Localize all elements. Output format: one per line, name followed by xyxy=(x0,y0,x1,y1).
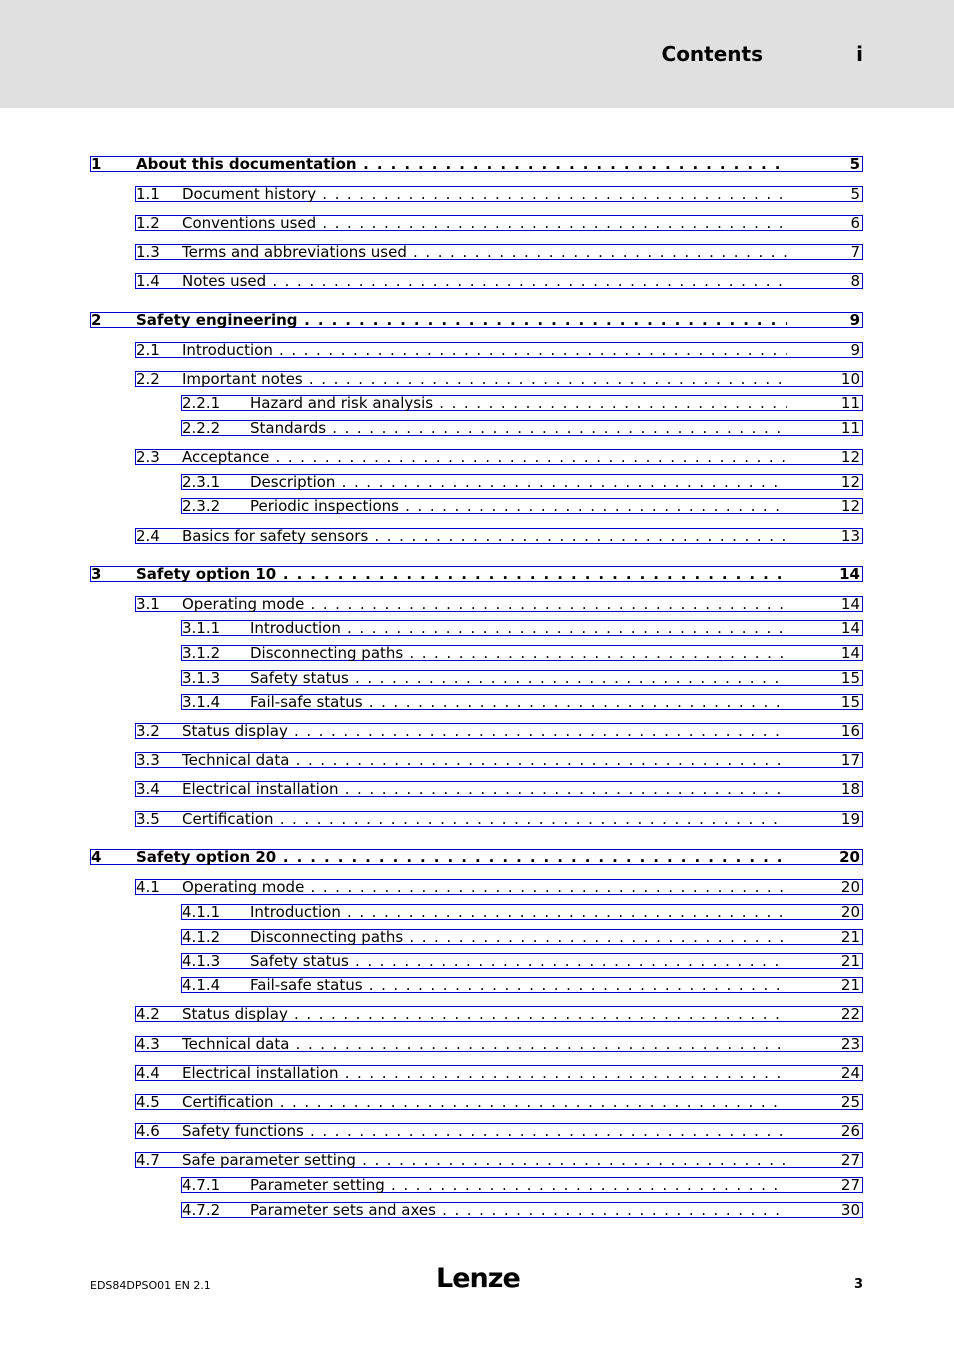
toc-entry-page: 11 xyxy=(840,394,860,412)
toc-entry-title: Safety option 20 . . . xyxy=(136,850,787,866)
toc-entry[interactable] xyxy=(181,420,863,436)
toc-entry-page: 21 xyxy=(840,928,860,946)
toc-entry-number: 4.1 xyxy=(136,878,160,896)
toc-entry[interactable] xyxy=(181,670,863,686)
toc-entry-title: Basics for safety sensors . . . xyxy=(182,529,787,545)
toc-entry[interactable] xyxy=(181,1177,863,1193)
toc-entry-title: Safety status . . . xyxy=(250,671,787,687)
toc-entry[interactable] xyxy=(90,566,863,582)
toc-entry-page: 14 xyxy=(839,565,860,583)
toc-entry-number: 3.3 xyxy=(136,751,160,769)
toc-entry-title: Safety option 10 . . . xyxy=(136,567,787,583)
toc-entry-page: 18 xyxy=(840,780,860,798)
toc-entry[interactable] xyxy=(181,694,863,710)
toc-entry-page: 26 xyxy=(840,1122,860,1140)
toc-entry-page: 20 xyxy=(840,878,860,896)
toc-entry[interactable] xyxy=(135,215,863,231)
toc-entry-page: 20 xyxy=(840,903,860,921)
toc-entry-page: 5 xyxy=(849,155,860,173)
toc-entry-title: Safety functions . . . xyxy=(182,1124,787,1140)
toc-entry-number: 2.1 xyxy=(136,341,160,359)
toc-entry-title: Hazard and risk analysis . . . xyxy=(250,396,787,412)
toc-entry-page: 9 xyxy=(849,311,860,329)
toc-entry-title: Safety engineering . . . xyxy=(136,313,787,329)
toc-entry-title: Fail-safe status . . . xyxy=(250,695,787,711)
toc-entry-number: 2.2.1 xyxy=(182,394,221,412)
toc-entry-page: 11 xyxy=(840,419,860,437)
toc-entry-number: 4.7.2 xyxy=(182,1201,221,1219)
toc-entry-number: 2.2.2 xyxy=(182,419,221,437)
toc-entry-title: Periodic inspections . . . xyxy=(250,499,787,515)
toc-entry[interactable] xyxy=(135,528,863,544)
toc-entry-title: Status display . . . xyxy=(182,1007,787,1023)
toc-entry-page: 17 xyxy=(840,751,860,769)
toc-entry-number: 1.3 xyxy=(136,243,160,261)
lenze-logo: Lenze xyxy=(436,1263,520,1294)
toc-entry-number: 4.4 xyxy=(136,1064,160,1082)
toc-entry-page: 7 xyxy=(850,243,860,261)
toc-entry-number: 3.5 xyxy=(136,810,160,828)
toc-entry-title: Standards . . . xyxy=(250,421,787,437)
toc-entry-number: 1.2 xyxy=(136,214,160,232)
toc-entry[interactable] xyxy=(181,953,863,969)
toc-entry[interactable] xyxy=(135,186,863,202)
toc-entry-title: Operating mode . . . xyxy=(182,880,787,896)
toc-entry-title: Safe parameter setting . . . xyxy=(182,1153,787,1169)
toc-entry-number: 4.1.1 xyxy=(182,903,221,921)
toc-entry[interactable] xyxy=(90,849,863,865)
toc-entry-title: Certification . . . xyxy=(182,1095,787,1111)
toc-entry-page: 5 xyxy=(850,185,860,203)
footer-page-number: 3 xyxy=(853,1277,863,1292)
toc-entry-number: 3.1.3 xyxy=(182,669,221,687)
toc-entry-page: 15 xyxy=(840,693,860,711)
toc-entry-number: 4.1.3 xyxy=(182,952,221,970)
toc-entry-page: 14 xyxy=(840,595,860,613)
toc-entry[interactable] xyxy=(135,371,863,387)
toc-entry-title: Description . . . xyxy=(250,475,787,491)
toc-entry-page: 27 xyxy=(840,1151,860,1169)
toc-entry-page: 15 xyxy=(840,669,860,687)
toc-entry-title: Technical data . . . xyxy=(182,753,787,769)
toc-entry-number: 2.4 xyxy=(136,527,160,545)
toc-entry-number: 4.1.4 xyxy=(182,976,221,994)
toc-entry[interactable] xyxy=(135,449,863,465)
header-section-marker: i xyxy=(856,42,863,66)
toc-entry-page: 23 xyxy=(840,1035,860,1053)
toc-entry-page: 24 xyxy=(840,1064,860,1082)
toc-entry[interactable] xyxy=(181,474,863,490)
toc-entry-title: Notes used . . . xyxy=(182,274,787,290)
toc-entry-number: 3.2 xyxy=(136,722,160,740)
toc-entry-page: 14 xyxy=(840,644,860,662)
toc-entry-page: 9 xyxy=(850,341,860,359)
toc-entry-page: 8 xyxy=(850,272,860,290)
toc-entry[interactable] xyxy=(135,1152,863,1168)
toc-entry[interactable] xyxy=(181,395,863,411)
toc-entry-title: Technical data . . . xyxy=(182,1037,787,1053)
toc-entry-number: 4.7 xyxy=(136,1151,160,1169)
toc-entry[interactable] xyxy=(135,1036,863,1052)
toc-entry[interactable] xyxy=(135,244,863,260)
toc-entry-number: 2 xyxy=(91,311,102,329)
toc-entry-page: 21 xyxy=(840,952,860,970)
toc-entry[interactable] xyxy=(181,645,863,661)
toc-entry-number: 2.2 xyxy=(136,370,160,388)
toc-entry[interactable] xyxy=(135,1094,863,1110)
toc-entry-title: Acceptance . . . xyxy=(182,450,787,466)
toc-entry-number: 3.1.4 xyxy=(182,693,221,711)
toc-entry-number: 3 xyxy=(91,565,102,583)
toc-entry-title: Introduction . . . xyxy=(182,343,787,359)
toc-entry-page: 12 xyxy=(840,497,860,515)
toc-entry-page: 16 xyxy=(840,722,860,740)
toc-entry[interactable] xyxy=(90,312,863,328)
toc-entry-page: 13 xyxy=(840,527,860,545)
toc-entry-title: Fail-safe status . . . xyxy=(250,978,787,994)
toc-entry-number: 4.6 xyxy=(136,1122,160,1140)
toc-entry[interactable] xyxy=(90,156,863,172)
toc-entry[interactable] xyxy=(135,1123,863,1139)
toc-entry-title: Electrical installation . . . xyxy=(182,782,787,798)
toc-entry-title: Operating mode . . . xyxy=(182,597,787,613)
toc-entry-page: 19 xyxy=(840,810,860,828)
toc-entry-title: Certification . . . xyxy=(182,812,787,828)
toc-entry[interactable] xyxy=(181,1202,863,1218)
toc-entry[interactable] xyxy=(181,620,863,636)
toc-entry-title: Safety status . . . xyxy=(250,954,787,970)
toc-entry-page: 10 xyxy=(840,370,860,388)
toc-entry-title: Disconnecting paths . . . xyxy=(250,930,787,946)
toc-entry-number: 4.3 xyxy=(136,1035,160,1053)
toc-entry-page: 12 xyxy=(840,448,860,466)
toc-entry-page: 12 xyxy=(840,473,860,491)
toc-entry-page: 22 xyxy=(840,1005,860,1023)
toc-entry-page: 14 xyxy=(840,619,860,637)
toc-entry[interactable] xyxy=(135,811,863,827)
toc-entry-number: 3.1.1 xyxy=(182,619,221,637)
footer-document-id: EDS84DPSO01 EN 2.1 xyxy=(90,1279,211,1292)
toc-entry[interactable] xyxy=(181,929,863,945)
toc-entry-title: Document history . . . xyxy=(182,187,787,203)
toc-entry-title: Terms and abbreviations used . . . xyxy=(182,245,787,261)
toc-entry-page: 25 xyxy=(840,1093,860,1111)
toc-entry[interactable] xyxy=(135,273,863,289)
toc-entry[interactable] xyxy=(135,752,863,768)
toc-entry-title: Disconnecting paths . . . xyxy=(250,646,787,662)
toc-entry-title: Conventions used . . . xyxy=(182,216,787,232)
toc-entry-number: 3.1.2 xyxy=(182,644,221,662)
toc-entry-number: 4.5 xyxy=(136,1093,160,1111)
toc-entry[interactable] xyxy=(135,781,863,797)
toc-entry-title: Introduction . . . xyxy=(250,621,787,637)
toc-entry-number: 1.1 xyxy=(136,185,160,203)
toc-entry[interactable] xyxy=(135,596,863,612)
toc-entry-number: 2.3.2 xyxy=(182,497,221,515)
toc-entry-title: Parameter setting . . . xyxy=(250,1178,787,1194)
toc-entry-number: 4.7.1 xyxy=(182,1176,221,1194)
toc-entry[interactable] xyxy=(135,1006,863,1022)
toc-entry[interactable] xyxy=(181,977,863,993)
toc-entry-number: 4.2 xyxy=(136,1005,160,1023)
toc-entry-page: 20 xyxy=(839,848,860,866)
toc-entry-number: 3.4 xyxy=(136,780,160,798)
toc-entry-page: 30 xyxy=(840,1201,860,1219)
toc-entry[interactable] xyxy=(135,879,863,895)
toc-entry-title: Parameter sets and axes . . . xyxy=(250,1203,787,1219)
toc-entry-number: 1 xyxy=(91,155,102,173)
toc-entry[interactable] xyxy=(181,904,863,920)
toc-entry-number: 2.3.1 xyxy=(182,473,221,491)
header-title: Contents xyxy=(661,42,763,66)
toc-entry-title: About this documentation . . . xyxy=(136,157,787,173)
toc-entry-title: Electrical installation . . . xyxy=(182,1066,787,1082)
toc-entry-page: 27 xyxy=(840,1176,860,1194)
toc-entry-page: 21 xyxy=(840,976,860,994)
toc-entry[interactable] xyxy=(135,342,863,358)
toc-entry-title: Introduction . . . xyxy=(250,905,787,921)
toc-entry-title: Important notes . . . xyxy=(182,372,787,388)
toc-entry-number: 1.4 xyxy=(136,272,160,290)
toc-entry[interactable] xyxy=(135,1065,863,1081)
toc-entry-page: 6 xyxy=(850,214,860,232)
toc-entry-number: 4 xyxy=(91,848,102,866)
toc-entry-number: 3.1 xyxy=(136,595,160,613)
toc-entry-number: 2.3 xyxy=(136,448,160,466)
toc-entry-title: Status display . . . xyxy=(182,724,787,740)
toc-entry[interactable] xyxy=(135,723,863,739)
toc-entry-number: 4.1.2 xyxy=(182,928,221,946)
toc-entry[interactable] xyxy=(181,498,863,514)
